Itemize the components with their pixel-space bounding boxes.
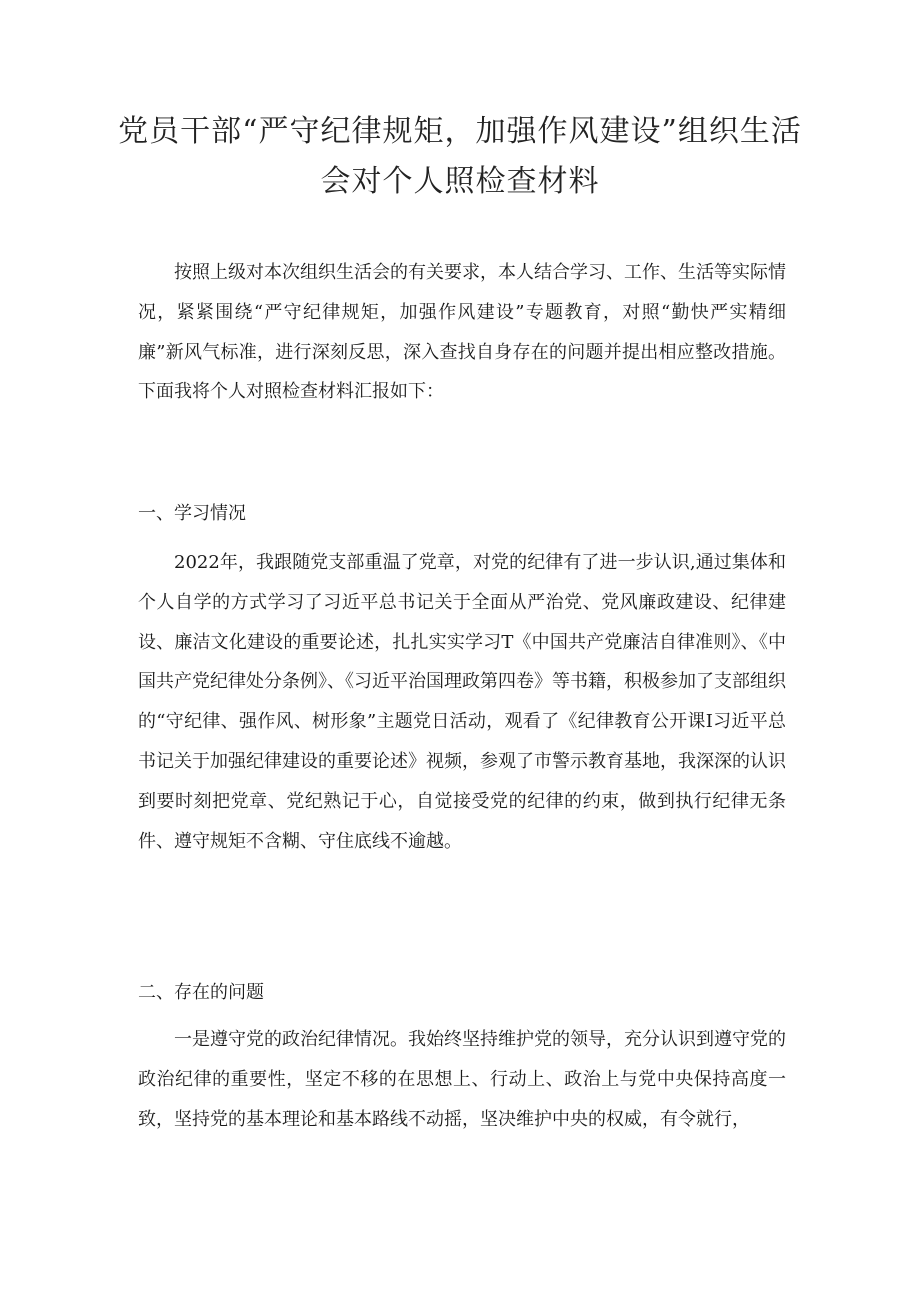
section-body-problems: 一是遵守党的政治纪律情况。我始终坚持维护党的领导，充分认识到遵守党的政治纪律的重要性，坚定不移的在思想上、行动上、政治上与党中央保持高度一致，坚持党的基本理论和基本路线不动摇，坚决维护中央的权威，有令就行， <box>138 1029 786 1130</box>
section-heading-study: 一、学习情况 <box>138 503 246 524</box>
document-title-line-1: 党员干部“严守纪律规矩，加强作风建设”组织生活 <box>118 114 802 149</box>
intro-paragraph: 按照上级对本次组织生活会的有关要求，本人结合学习、工作、生活等实际情况，紧紧围绕“严守纪律规矩，加强作风建设”专题教育，对照“勤快严实精细廉”新风气标准，进行深刻反思，深入查找自身存在的问题并提出相应整改措施。下面我将个人对照检查材料汇报如下： <box>138 262 786 403</box>
section-heading-problems: 二、存在的问题 <box>138 982 264 1003</box>
document-title-line-2: 会对个人照检查材料 <box>320 164 600 199</box>
section-body-study: 2022年，我跟随党支部重温了党章，对党的纪律有了进一步认识,通过集体和个人自学的方式学习了习近平总书记关于全面从严治党、党风廉政建设、纪律建设、廉洁文化建设的重要论述，扎扎实实学习T《中国共产党廉洁自律准则》、《中国共产党纪律处分条例》、《习近平治国理政第四卷》等书籍，积极参加了支部组织的“守纪律、强作风、树形象”主题党日活动，观看了《纪律教育公开课I习近平总书记关于加强纪律建设的重要论述》视频，参观了市警示教育基地，我深深的认识到要时刻把党章、党纪熟记于心，自觉接受党的纪律的约束，做到执行纪律无条件、遵守规矩不含糊、守住底线不逾越。 <box>138 552 786 852</box>
